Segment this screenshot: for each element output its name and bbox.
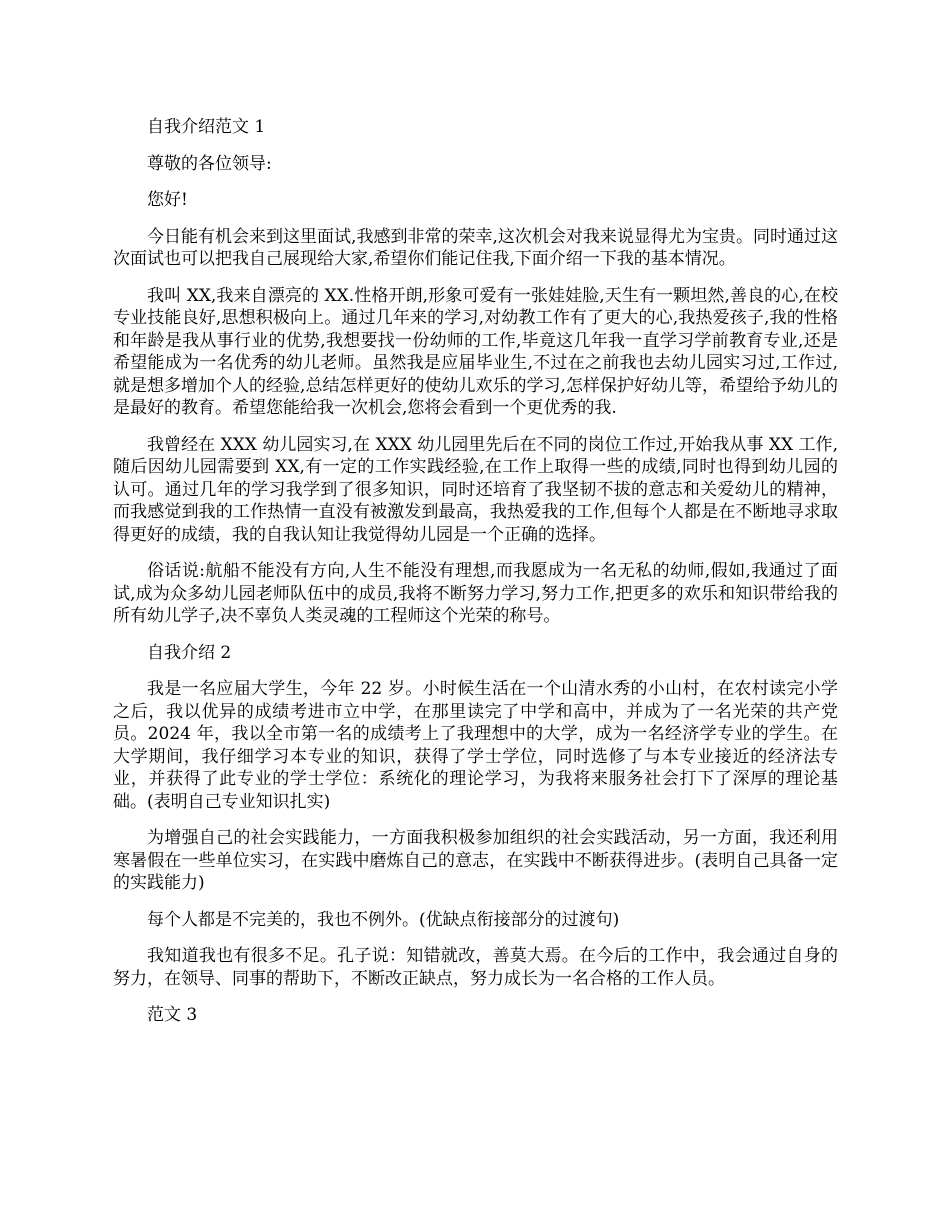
paragraph-shortcomings: 我知道我也有很多不足。孔子说：知错就改，善莫大焉。在今后的工作中，我会通过自身的努力，在领导、同事的帮助下，不断改正缺点，努力成长为一名合格的工作人员。 — [113, 946, 838, 989]
paragraph-practice: 为增强自己的社会实践能力，一方面我积极参加组织的社会实践活动，另一方面，我还利用寒暑假在一些单位实习，在实践中磨炼自己的意志，在实践中不断获得进步。(表明自己具备一定的实践能力) — [113, 828, 838, 893]
paragraph-transition: 每个人都是不完美的，我也不例外。(优缺点衔接部分的过渡句) — [147, 909, 620, 930]
section-title-2: 自我介绍 2 — [147, 642, 232, 663]
paragraph-closing: 俗话说:航船不能没有方向,人生不能没有理想,而我愿成为一名无私的幼师,假如,我通过了面试,成为众多幼儿园老师队伍中的成员,我将不断努力学习,努力工作,把更多的欢乐和知识带给我的所有幼儿学子,决不辜负人类灵魂的工程师这个光荣的称号。 — [113, 561, 838, 626]
paragraph-education: 我是一名应届大学生，今年 22 岁。小时候生活在一个山清水秀的小山村，在农村读完小学之后，我以优异的成绩考进市立中学，在那里读完了中学和高中，并成为了一名光荣的共产党员。2024 年，我以全市第一名的成绩考上了我理想中的大学，成为一名经济学专业的学生。在大学期间，我仔细学习本专业的知识，获得了学士学位，同时选修了与本专业接近的经济法专业，并获得了此专业的学士学位：系统化的理论学习，为我将来服务社会打下了深厚的理论基础。(表明自己专业知识扎实) — [113, 679, 838, 812]
document-title: 自我介绍范文 1 — [147, 117, 266, 137]
paragraph-opening: 今日能有机会来到这里面试,我感到非常的荣幸,这次机会对我来说显得尤为宝贵。同时通过这次面试也可以把我自己展现给大家,希望你们能记住我,下面介绍一下我的基本情况。 — [113, 226, 838, 269]
section-title-3: 范文 3 — [147, 1005, 198, 1025]
paragraph-self-description: 我叫 XX,我来自漂亮的 XX.性格开朗,形象可爱有一张娃娃脸,天生有一颗坦然,善良的心,在校专业技能良好,思想积极向上。通过几年来的学习,对幼教工作有了更大的心,我热爱孩子,我的性格和年龄是我从事行业的优势,我想要找一份幼师的工作,毕竟这几年我一直学习学前教育专业,还是希望能成为一名优秀的幼儿老师。虽然我是应届毕业生,不过在之前我也去幼儿园实习过,工作过,就是想多增加个人的经验,总结怎样更好的使幼儿欢乐的学习,怎样保护好幼儿等，希望给予幼儿的是最好的教育。希望您能给我一次机会,您将会看到一个更优秀的我. — [113, 285, 838, 418]
salutation: 尊敬的各位领导: — [147, 153, 272, 174]
document-page — [113, 116, 838, 1041]
greeting: 您好! — [147, 190, 188, 210]
paragraph-experience: 我曾经在 XXX 幼儿园实习,在 XXX 幼儿园里先后在不同的岗位工作过,开始我从事 XX 工作,随后因幼儿园需要到 XX,有一定的工作实践经验,在工作上取得一些的成绩,同时也得到幼儿园的认可。通过几年的学习我学到了很多知识，同时还培育了我坚韧不拔的意志和关爱幼儿的精神，而我感觉到我的工作热情一直没有被激发到最高，我热爱我的工作,但每个人都是在不断地寻求取得更好的成绩，我的自我认知让我觉得幼儿园是一个正确的选择。 — [113, 434, 838, 545]
